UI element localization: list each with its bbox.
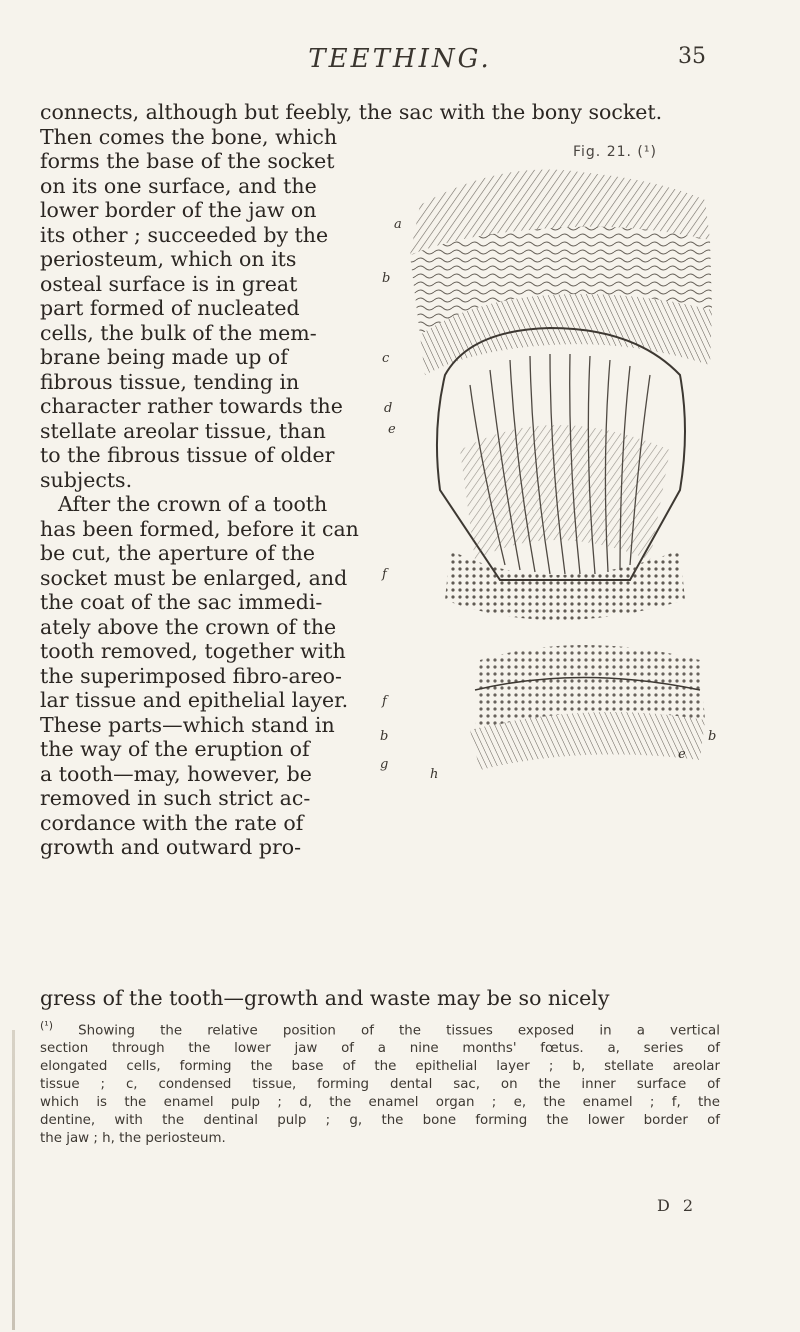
- body-line: the coat of the sac immedi-: [40, 590, 323, 614]
- footnote-line: dentine, with the dentinal pulp ; g, the bone forming the lower border of: [40, 1113, 720, 1129]
- body-line: to the fibrous tissue of older: [40, 443, 335, 467]
- bone-socket-lower: [445, 550, 685, 620]
- body-line: on its one surface, and the: [40, 173, 317, 198]
- footnote-marker: (¹): [40, 1019, 53, 1032]
- label-h: h: [430, 767, 439, 780]
- figure-caption: Fig. 21. (¹): [573, 144, 657, 160]
- footnote-line: elongated cells, forming the base of the epithelial layer ; b, stellate areolar: [40, 1059, 720, 1075]
- body-line: cells, the bulk of the mem-: [40, 320, 317, 345]
- body-line: stellate areolar tissue, than: [40, 418, 326, 443]
- dentine-layer: [460, 425, 670, 560]
- body-line: character rather towards the: [40, 394, 343, 418]
- body-line: be cut, the aperture of the: [40, 541, 315, 565]
- page-number: 35: [678, 44, 706, 69]
- tooth-section-engraving: [380, 160, 720, 780]
- body-line: brane being made up of: [40, 345, 288, 369]
- histology-figure: [380, 160, 720, 780]
- body-line: lower border of the jaw on: [40, 198, 317, 222]
- body-line: osteal surface is in great: [40, 271, 298, 296]
- body-line: forms the base of the socket: [40, 149, 335, 173]
- body-line: After the crown of a tooth: [58, 492, 328, 516]
- body-line: has been formed, before it can: [40, 516, 359, 541]
- page-edge-shadow: [12, 1030, 15, 1330]
- closing-line: gress of the tooth—growth and waste may be so nicely: [40, 986, 610, 1010]
- body-line: removed in such strict ac-: [40, 786, 311, 810]
- body-text-column: [40, 125, 370, 860]
- body-line: cordance with the rate of: [40, 810, 304, 835]
- label-g: g: [380, 757, 389, 772]
- body-line: part formed of nucleated: [40, 296, 300, 320]
- body-line: ately above the crown of the: [40, 614, 337, 639]
- footnote-line: [40, 1017, 720, 1040]
- label-f-top: f: [382, 567, 387, 582]
- label-b-left: b: [380, 729, 389, 744]
- body-line: periosteum, which on its: [40, 247, 297, 271]
- footnote-line: tissue ; c, condensed tissue, forming dental sac, on the inner surface of: [40, 1077, 720, 1093]
- body-line: Then comes the bone, which: [40, 124, 338, 149]
- opening-line: connects, although but feebly, the sac with the bony socket.: [40, 100, 663, 124]
- footnote-line: the jaw ; h, the periosteum.: [40, 1131, 226, 1147]
- body-line: growth and outward pro-: [40, 835, 302, 859]
- body-line: its other ; succeeded by the: [40, 222, 329, 247]
- label-e-bottom: e: [678, 747, 686, 762]
- label-d: d: [384, 401, 393, 416]
- label-c: c: [382, 351, 390, 366]
- body-line: These parts—which stand in: [40, 712, 335, 737]
- signature-mark: D 2: [657, 1196, 698, 1215]
- footnote-line: section through the lower jaw of a nine months' fœtus. a, series of: [40, 1041, 720, 1057]
- body-line: socket must be enlarged, and: [40, 565, 348, 590]
- running-title: TEETHING.: [308, 44, 492, 74]
- label-b-right: b: [708, 729, 717, 744]
- footnote-text: Showing the relative position of the tissues exposed in a vertical: [78, 1023, 720, 1039]
- footnote-line: which is the enamel pulp ; d, the enamel organ ; e, the enamel ; f, the: [40, 1095, 720, 1111]
- label-f-bottom: f: [382, 694, 387, 709]
- footnote: [40, 1017, 720, 1148]
- body-line: lar tissue and epithelial layer.: [40, 688, 349, 712]
- label-a: a: [394, 217, 402, 232]
- body-line: the way of the eruption of: [40, 737, 310, 761]
- body-line: tooth removed, together with: [40, 639, 346, 663]
- body-line: fibrous tissue, tending in: [40, 369, 300, 394]
- label-e: e: [388, 422, 396, 437]
- body-line: a tooth—may, however, be: [40, 761, 312, 786]
- label-b-top: b: [382, 271, 391, 286]
- body-line: the superimposed fibro-areo-: [40, 663, 342, 688]
- body-line: subjects.: [40, 467, 133, 492]
